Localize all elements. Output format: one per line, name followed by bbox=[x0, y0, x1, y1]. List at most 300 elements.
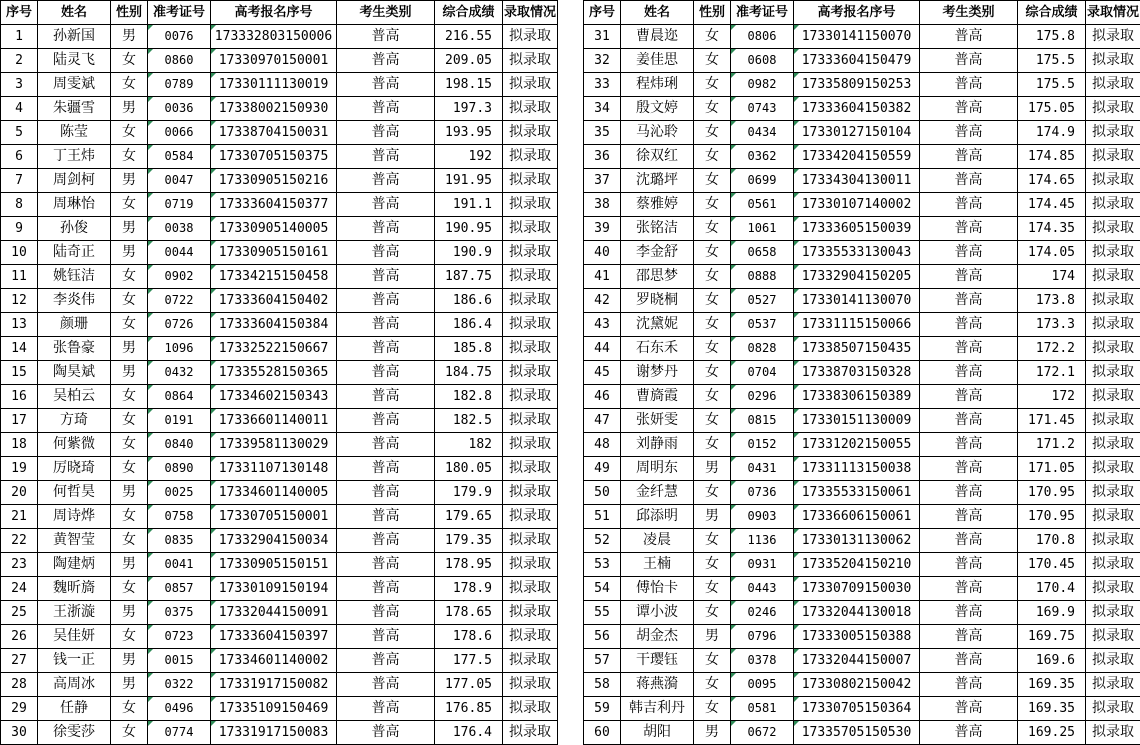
score-cell: 178.95 bbox=[435, 553, 503, 577]
score-cell: 178.6 bbox=[435, 625, 503, 649]
name-cell: 干璎钰 bbox=[621, 649, 694, 673]
registration-no-cell: 17334215150458 bbox=[211, 265, 337, 289]
table-row bbox=[584, 241, 1140, 265]
seq-cell: 24 bbox=[1, 577, 38, 601]
status-cell: 拟录取 bbox=[1086, 265, 1140, 289]
table-row bbox=[584, 289, 1140, 313]
category-cell: 普高 bbox=[337, 649, 435, 673]
ticket-no-cell: 0191 bbox=[148, 409, 211, 433]
registration-no-cell: 17331202150055 bbox=[794, 433, 920, 457]
name-cell: 何哲昊 bbox=[38, 481, 111, 505]
ticket-no-cell: 0903 bbox=[731, 505, 794, 529]
category-cell: 普高 bbox=[337, 721, 435, 745]
status-cell: 拟录取 bbox=[503, 217, 558, 241]
ticket-no-cell: 0815 bbox=[731, 409, 794, 433]
gender-cell: 女 bbox=[111, 409, 148, 433]
name-cell: 傅怡卡 bbox=[621, 577, 694, 601]
registration-no-cell: 17336606150061 bbox=[794, 505, 920, 529]
gender-cell: 女 bbox=[694, 433, 731, 457]
category-cell: 普高 bbox=[920, 121, 1018, 145]
ticket-no-cell: 0699 bbox=[731, 169, 794, 193]
category-cell: 普高 bbox=[920, 481, 1018, 505]
registration-no-cell: 17330709150030 bbox=[794, 577, 920, 601]
score-cell: 191.1 bbox=[435, 193, 503, 217]
status-cell: 拟录取 bbox=[503, 337, 558, 361]
seq-cell: 3 bbox=[1, 73, 38, 97]
registration-no-cell: 17334204150559 bbox=[794, 145, 920, 169]
category-cell: 普高 bbox=[337, 433, 435, 457]
ticket-no-cell: 0758 bbox=[148, 505, 211, 529]
status-cell: 拟录取 bbox=[1086, 97, 1140, 121]
registration-no-cell: 17338704150031 bbox=[211, 121, 337, 145]
registration-no-cell: 17332522150667 bbox=[211, 337, 337, 361]
status-cell: 拟录取 bbox=[1086, 625, 1140, 649]
status-cell: 拟录取 bbox=[503, 649, 558, 673]
name-cell: 邵思梦 bbox=[621, 265, 694, 289]
name-cell: 吴佳妍 bbox=[38, 625, 111, 649]
category-cell: 普高 bbox=[337, 265, 435, 289]
table-row bbox=[1, 313, 558, 337]
registration-no-cell: 17335204150210 bbox=[794, 553, 920, 577]
ticket-no-cell: 0066 bbox=[148, 121, 211, 145]
ticket-no-cell: 0561 bbox=[731, 193, 794, 217]
score-cell: 179.65 bbox=[435, 505, 503, 529]
ticket-no-cell: 0246 bbox=[731, 601, 794, 625]
column-header: 高考报名序号 bbox=[211, 1, 337, 25]
category-cell: 普高 bbox=[920, 193, 1018, 217]
seq-cell: 31 bbox=[584, 25, 621, 49]
name-cell: 陆灵飞 bbox=[38, 49, 111, 73]
gender-cell: 女 bbox=[694, 673, 731, 697]
score-cell: 169.35 bbox=[1018, 673, 1086, 697]
table-row bbox=[1, 337, 558, 361]
status-cell: 拟录取 bbox=[1086, 673, 1140, 697]
score-cell: 170.8 bbox=[1018, 529, 1086, 553]
ticket-no-cell: 0806 bbox=[731, 25, 794, 49]
category-cell: 普高 bbox=[920, 265, 1018, 289]
name-cell: 张铭洁 bbox=[621, 217, 694, 241]
status-cell: 拟录取 bbox=[503, 553, 558, 577]
gender-cell: 女 bbox=[111, 73, 148, 97]
gender-cell: 女 bbox=[694, 97, 731, 121]
score-cell: 172.1 bbox=[1018, 361, 1086, 385]
score-cell: 176.4 bbox=[435, 721, 503, 745]
seq-cell: 13 bbox=[1, 313, 38, 337]
name-cell: 黄智莹 bbox=[38, 529, 111, 553]
table-row bbox=[584, 385, 1140, 409]
table-row bbox=[584, 361, 1140, 385]
gender-cell: 女 bbox=[694, 553, 731, 577]
name-cell: 陈莹 bbox=[38, 121, 111, 145]
name-cell: 孙新国 bbox=[38, 25, 111, 49]
registration-no-cell: 17330905150216 bbox=[211, 169, 337, 193]
header-row bbox=[1, 1, 558, 25]
seq-cell: 51 bbox=[584, 505, 621, 529]
name-cell: 魏昕旖 bbox=[38, 577, 111, 601]
name-cell: 姜佳思 bbox=[621, 49, 694, 73]
ticket-no-cell: 0038 bbox=[148, 217, 211, 241]
status-cell: 拟录取 bbox=[503, 625, 558, 649]
table-row bbox=[1, 193, 558, 217]
score-cell: 174.45 bbox=[1018, 193, 1086, 217]
gender-cell: 女 bbox=[694, 577, 731, 601]
table-row bbox=[584, 169, 1140, 193]
status-cell: 拟录取 bbox=[503, 505, 558, 529]
registration-no-cell: 17333604150382 bbox=[794, 97, 920, 121]
seq-cell: 23 bbox=[1, 553, 38, 577]
seq-cell: 21 bbox=[1, 505, 38, 529]
ticket-no-cell: 0736 bbox=[731, 481, 794, 505]
gender-cell: 女 bbox=[111, 121, 148, 145]
category-cell: 普高 bbox=[337, 673, 435, 697]
status-cell: 拟录取 bbox=[1086, 505, 1140, 529]
score-cell: 216.55 bbox=[435, 25, 503, 49]
seq-cell: 1 bbox=[1, 25, 38, 49]
name-cell: 曹晨迩 bbox=[621, 25, 694, 49]
registration-no-cell: 17330151130009 bbox=[794, 409, 920, 433]
gender-cell: 女 bbox=[694, 145, 731, 169]
name-cell: 方琦 bbox=[38, 409, 111, 433]
name-cell: 谭小波 bbox=[621, 601, 694, 625]
status-cell: 拟录取 bbox=[1086, 193, 1140, 217]
score-cell: 175.8 bbox=[1018, 25, 1086, 49]
ticket-no-cell: 0902 bbox=[148, 265, 211, 289]
seq-cell: 53 bbox=[584, 553, 621, 577]
gender-cell: 女 bbox=[111, 721, 148, 745]
gender-cell: 男 bbox=[694, 721, 731, 745]
gender-cell: 男 bbox=[111, 241, 148, 265]
status-cell: 拟录取 bbox=[503, 313, 558, 337]
registration-no-cell: 17330905150151 bbox=[211, 553, 337, 577]
status-cell: 拟录取 bbox=[1086, 553, 1140, 577]
gender-cell: 男 bbox=[694, 505, 731, 529]
registration-no-cell: 17330111130019 bbox=[211, 73, 337, 97]
ticket-no-cell: 0378 bbox=[731, 649, 794, 673]
seq-cell: 8 bbox=[1, 193, 38, 217]
registration-no-cell: 17335533150061 bbox=[794, 481, 920, 505]
gender-cell: 女 bbox=[694, 169, 731, 193]
header-row bbox=[584, 1, 1140, 25]
table-row bbox=[584, 625, 1140, 649]
column-header: 考生类别 bbox=[337, 1, 435, 25]
table-row bbox=[584, 505, 1140, 529]
name-cell: 吴柏云 bbox=[38, 385, 111, 409]
name-cell: 张妍雯 bbox=[621, 409, 694, 433]
table-row bbox=[584, 673, 1140, 697]
gender-cell: 女 bbox=[694, 601, 731, 625]
registration-no-cell: 17333005150388 bbox=[794, 625, 920, 649]
score-cell: 175.5 bbox=[1018, 49, 1086, 73]
seq-cell: 54 bbox=[584, 577, 621, 601]
category-cell: 普高 bbox=[337, 25, 435, 49]
category-cell: 普高 bbox=[337, 361, 435, 385]
seq-cell: 33 bbox=[584, 73, 621, 97]
column-header: 录取情况 bbox=[1086, 1, 1140, 25]
gender-cell: 男 bbox=[694, 625, 731, 649]
seq-cell: 41 bbox=[584, 265, 621, 289]
category-cell: 普高 bbox=[337, 145, 435, 169]
ticket-no-cell: 1061 bbox=[731, 217, 794, 241]
score-cell: 170.95 bbox=[1018, 481, 1086, 505]
table-row bbox=[1, 433, 558, 457]
score-cell: 175.5 bbox=[1018, 73, 1086, 97]
score-cell: 192 bbox=[435, 145, 503, 169]
seq-cell: 55 bbox=[584, 601, 621, 625]
ticket-no-cell: 0015 bbox=[148, 649, 211, 673]
name-cell: 邱添明 bbox=[621, 505, 694, 529]
status-cell: 拟录取 bbox=[503, 433, 558, 457]
category-cell: 普高 bbox=[337, 49, 435, 73]
registration-no-cell: 17333604150402 bbox=[211, 289, 337, 313]
ticket-no-cell: 0041 bbox=[148, 553, 211, 577]
gender-cell: 女 bbox=[111, 385, 148, 409]
name-cell: 程炜琍 bbox=[621, 73, 694, 97]
status-cell: 拟录取 bbox=[503, 73, 558, 97]
category-cell: 普高 bbox=[920, 73, 1018, 97]
seq-cell: 56 bbox=[584, 625, 621, 649]
registration-no-cell: 17330107140002 bbox=[794, 193, 920, 217]
status-cell: 拟录取 bbox=[1086, 49, 1140, 73]
category-cell: 普高 bbox=[337, 409, 435, 433]
ticket-no-cell: 0789 bbox=[148, 73, 211, 97]
gender-cell: 女 bbox=[111, 529, 148, 553]
ticket-no-cell: 0857 bbox=[148, 577, 211, 601]
registration-no-cell: 17330705150375 bbox=[211, 145, 337, 169]
gender-cell: 男 bbox=[111, 553, 148, 577]
table-row bbox=[1, 577, 558, 601]
name-cell: 王浙漩 bbox=[38, 601, 111, 625]
ticket-no-cell: 0864 bbox=[148, 385, 211, 409]
ticket-no-cell: 0726 bbox=[148, 313, 211, 337]
registration-no-cell: 17338703150328 bbox=[794, 361, 920, 385]
column-header: 序号 bbox=[584, 1, 621, 25]
ticket-no-cell: 0658 bbox=[731, 241, 794, 265]
score-cell: 182.5 bbox=[435, 409, 503, 433]
ticket-no-cell: 0672 bbox=[731, 721, 794, 745]
ticket-no-cell: 0375 bbox=[148, 601, 211, 625]
name-cell: 周诗烨 bbox=[38, 505, 111, 529]
table-row bbox=[584, 601, 1140, 625]
score-cell: 184.75 bbox=[435, 361, 503, 385]
table-row bbox=[1, 409, 558, 433]
score-cell: 185.8 bbox=[435, 337, 503, 361]
status-cell: 拟录取 bbox=[503, 25, 558, 49]
name-cell: 丁王炜 bbox=[38, 145, 111, 169]
seq-cell: 35 bbox=[584, 121, 621, 145]
category-cell: 普高 bbox=[337, 337, 435, 361]
status-cell: 拟录取 bbox=[1086, 217, 1140, 241]
score-cell: 190.9 bbox=[435, 241, 503, 265]
seq-cell: 57 bbox=[584, 649, 621, 673]
seq-cell: 43 bbox=[584, 313, 621, 337]
category-cell: 普高 bbox=[920, 409, 1018, 433]
column-header: 序号 bbox=[1, 1, 38, 25]
registration-no-cell: 17335809150253 bbox=[794, 73, 920, 97]
name-cell: 厉晓琦 bbox=[38, 457, 111, 481]
status-cell: 拟录取 bbox=[503, 481, 558, 505]
score-cell: 191.95 bbox=[435, 169, 503, 193]
status-cell: 拟录取 bbox=[503, 697, 558, 721]
table-row bbox=[1, 481, 558, 505]
ticket-no-cell: 0036 bbox=[148, 97, 211, 121]
status-cell: 拟录取 bbox=[1086, 289, 1140, 313]
score-cell: 198.15 bbox=[435, 73, 503, 97]
ticket-no-cell: 0608 bbox=[731, 49, 794, 73]
category-cell: 普高 bbox=[337, 121, 435, 145]
name-cell: 殷文婷 bbox=[621, 97, 694, 121]
category-cell: 普高 bbox=[337, 97, 435, 121]
name-cell: 凌晨 bbox=[621, 529, 694, 553]
registration-no-cell: 173332803150006 bbox=[211, 25, 337, 49]
name-cell: 陶建炳 bbox=[38, 553, 111, 577]
name-cell: 胡金杰 bbox=[621, 625, 694, 649]
table-row bbox=[1, 73, 558, 97]
seq-cell: 49 bbox=[584, 457, 621, 481]
name-cell: 刘静雨 bbox=[621, 433, 694, 457]
registration-no-cell: 17331115150066 bbox=[794, 313, 920, 337]
seq-cell: 5 bbox=[1, 121, 38, 145]
ticket-no-cell: 0828 bbox=[731, 337, 794, 361]
name-cell: 金纤慧 bbox=[621, 481, 694, 505]
gender-cell: 男 bbox=[111, 169, 148, 193]
name-cell: 姚钰洁 bbox=[38, 265, 111, 289]
name-cell: 周明东 bbox=[621, 457, 694, 481]
seq-cell: 7 bbox=[1, 169, 38, 193]
registration-no-cell: 17333605150039 bbox=[794, 217, 920, 241]
score-cell: 209.05 bbox=[435, 49, 503, 73]
registration-no-cell: 17339581130029 bbox=[211, 433, 337, 457]
score-cell: 176.85 bbox=[435, 697, 503, 721]
score-cell: 170.4 bbox=[1018, 577, 1086, 601]
table-row bbox=[584, 49, 1140, 73]
seq-cell: 16 bbox=[1, 385, 38, 409]
registration-no-cell: 17331107130148 bbox=[211, 457, 337, 481]
table-row bbox=[1, 289, 558, 313]
gender-cell: 男 bbox=[111, 601, 148, 625]
seq-cell: 17 bbox=[1, 409, 38, 433]
name-cell: 张鲁豪 bbox=[38, 337, 111, 361]
name-cell: 何紫微 bbox=[38, 433, 111, 457]
name-cell: 钱一正 bbox=[38, 649, 111, 673]
name-cell: 高周冰 bbox=[38, 673, 111, 697]
status-cell: 拟录取 bbox=[1086, 169, 1140, 193]
status-cell: 拟录取 bbox=[503, 265, 558, 289]
status-cell: 拟录取 bbox=[1086, 577, 1140, 601]
column-header: 高考报名序号 bbox=[794, 1, 920, 25]
status-cell: 拟录取 bbox=[1086, 433, 1140, 457]
category-cell: 普高 bbox=[337, 481, 435, 505]
table-row bbox=[584, 529, 1140, 553]
score-cell: 174 bbox=[1018, 265, 1086, 289]
ticket-no-cell: 0584 bbox=[148, 145, 211, 169]
score-cell: 182.8 bbox=[435, 385, 503, 409]
status-cell: 拟录取 bbox=[503, 97, 558, 121]
registration-no-cell: 17335109150469 bbox=[211, 697, 337, 721]
seq-cell: 36 bbox=[584, 145, 621, 169]
gender-cell: 女 bbox=[694, 25, 731, 49]
column-header: 准考证号 bbox=[148, 1, 211, 25]
name-cell: 谢梦丹 bbox=[621, 361, 694, 385]
name-cell: 李金舒 bbox=[621, 241, 694, 265]
ticket-no-cell: 0296 bbox=[731, 385, 794, 409]
gender-cell: 男 bbox=[111, 337, 148, 361]
table-row bbox=[1, 121, 558, 145]
gender-cell: 男 bbox=[111, 217, 148, 241]
table-row bbox=[1, 49, 558, 73]
column-header: 性别 bbox=[111, 1, 148, 25]
gender-cell: 女 bbox=[694, 697, 731, 721]
seq-cell: 46 bbox=[584, 385, 621, 409]
category-cell: 普高 bbox=[920, 601, 1018, 625]
gender-cell: 女 bbox=[111, 505, 148, 529]
table-row bbox=[584, 265, 1140, 289]
category-cell: 普高 bbox=[920, 169, 1018, 193]
table-row bbox=[1, 25, 558, 49]
gender-cell: 女 bbox=[694, 49, 731, 73]
gender-cell: 男 bbox=[111, 97, 148, 121]
gender-cell: 男 bbox=[111, 673, 148, 697]
ticket-no-cell: 0888 bbox=[731, 265, 794, 289]
table-row bbox=[584, 97, 1140, 121]
status-cell: 拟录取 bbox=[1086, 241, 1140, 265]
gender-cell: 女 bbox=[694, 193, 731, 217]
table-row bbox=[584, 25, 1140, 49]
seq-cell: 44 bbox=[584, 337, 621, 361]
category-cell: 普高 bbox=[920, 241, 1018, 265]
seq-cell: 19 bbox=[1, 457, 38, 481]
category-cell: 普高 bbox=[920, 553, 1018, 577]
column-header: 录取情况 bbox=[503, 1, 558, 25]
category-cell: 普高 bbox=[920, 697, 1018, 721]
score-cell: 172 bbox=[1018, 385, 1086, 409]
category-cell: 普高 bbox=[337, 577, 435, 601]
status-cell: 拟录取 bbox=[1086, 649, 1140, 673]
ticket-no-cell: 0152 bbox=[731, 433, 794, 457]
name-cell: 陶昊斌 bbox=[38, 361, 111, 385]
gender-cell: 女 bbox=[694, 481, 731, 505]
seq-cell: 42 bbox=[584, 289, 621, 313]
registration-no-cell: 17330141130070 bbox=[794, 289, 920, 313]
gender-cell: 男 bbox=[694, 457, 731, 481]
ticket-no-cell: 1096 bbox=[148, 337, 211, 361]
table-row bbox=[584, 217, 1140, 241]
status-cell: 拟录取 bbox=[503, 121, 558, 145]
registration-no-cell: 17331917150082 bbox=[211, 673, 337, 697]
name-cell: 朱疆雪 bbox=[38, 97, 111, 121]
table-row bbox=[1, 169, 558, 193]
score-cell: 174.9 bbox=[1018, 121, 1086, 145]
ticket-no-cell: 0743 bbox=[731, 97, 794, 121]
category-cell: 普高 bbox=[920, 649, 1018, 673]
seq-cell: 14 bbox=[1, 337, 38, 361]
category-cell: 普高 bbox=[337, 601, 435, 625]
gender-cell: 女 bbox=[111, 289, 148, 313]
category-cell: 普高 bbox=[920, 337, 1018, 361]
seq-cell: 30 bbox=[1, 721, 38, 745]
ticket-no-cell: 0860 bbox=[148, 49, 211, 73]
category-cell: 普高 bbox=[920, 505, 1018, 529]
seq-cell: 10 bbox=[1, 241, 38, 265]
category-cell: 普高 bbox=[920, 721, 1018, 745]
status-cell: 拟录取 bbox=[1086, 697, 1140, 721]
name-cell: 沈黛妮 bbox=[621, 313, 694, 337]
score-cell: 174.35 bbox=[1018, 217, 1086, 241]
ticket-no-cell: 0723 bbox=[148, 625, 211, 649]
status-cell: 拟录取 bbox=[1086, 721, 1140, 745]
registration-no-cell: 17330705150001 bbox=[211, 505, 337, 529]
score-cell: 182 bbox=[435, 433, 503, 457]
registration-no-cell: 17335533130043 bbox=[794, 241, 920, 265]
